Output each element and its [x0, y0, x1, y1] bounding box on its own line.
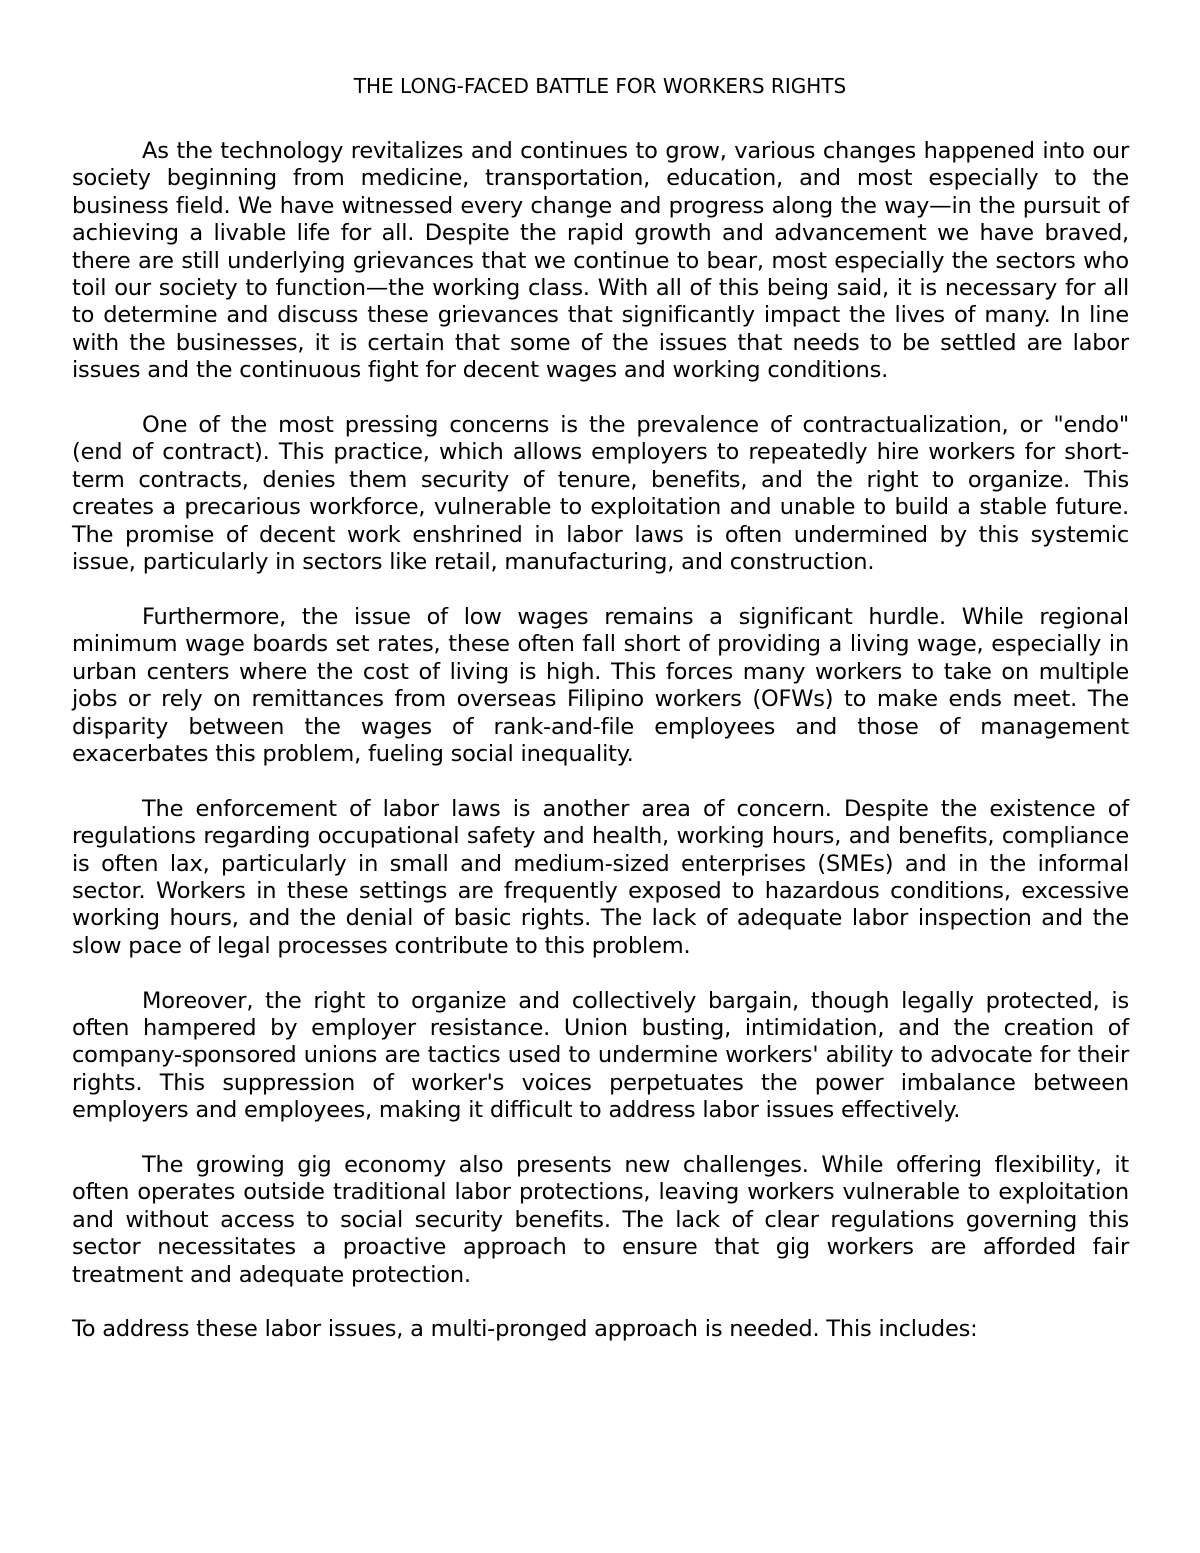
paragraph-right-to-organize: Moreover, the right to organize and collectively bargain, though legally protected, is often hampered by employer resistance. Union busting, intimidation, and the creation of company-sponsored unions are tactics used to undermine workers' ability to advocate for their rights. This suppression of worker's voices perpetuates the power imbalance between employers and employees, making it difficult to address labor issues effectively. [72, 987, 1129, 1124]
paragraph-labor-law-enforcement: The enforcement of labor laws is another area of concern. Despite the existence of regulations regarding occupational safety and health, working hours, and benefits, compliance is often lax, particularly in small and medium-sized enterprises (SMEs) and in the informal sector. Workers in these settings are frequently exposed to hazardous conditions, excessive working hours, and the denial of basic rights. The lack of adequate labor inspection and the slow pace of legal processes contribute to this problem. [72, 795, 1129, 959]
paragraph-gig-economy: The growing gig economy also presents new challenges. While offering flexibility, it often operates outside traditional labor protections, leaving workers vulnerable to exploitation and without access to social security benefits. The lack of clear regulations governing this sector necessitates a proactive approach to ensure that gig workers are afforded fair treatment and adequate protection. [72, 1151, 1129, 1288]
document-body [72, 138, 1129, 1371]
paragraph-multi-pronged-approach: To address these labor issues, a multi-pronged approach is needed. This includes: [72, 1316, 978, 1343]
paragraph-contractualization: One of the most pressing concerns is the prevalence of contractualization, or "endo" (end of contract). This practice, which allows employers to repeatedly hire workers for short-term contracts, denies them security of tenure, benefits, and the right to organize. This creates a precarious workforce, vulnerable to exploitation and unable to build a stable future. The promise of decent work enshrined in labor laws is often undermined by this systemic issue, particularly in sectors like retail, manufacturing, and construction. [72, 412, 1129, 576]
document-title: THE LONG-FACED BATTLE FOR WORKERS RIGHTS [353, 74, 847, 98]
paragraph-technology-growth: As the technology revitalizes and continues to grow, various changes happened into our society beginning from medicine, transportation, education, and most especially to the business field. We have witnessed every change and progress along the way—in the pursuit of achieving a livable life for all. Despite the rapid growth and advancement we have braved, there are still underlying grievances that we continue to bear, most especially the sectors who toil our society to function—the working class. With all of this being said, it is necessary for all to determine and discuss these grievances that significantly impact the lives of many. In line with the businesses, it is certain that some of the issues that needs to be settled are labor issues and the continuous fight for decent wages and working conditions. [72, 138, 1129, 384]
paragraph-low-wages: Furthermore, the issue of low wages remains a significant hurdle. While regional minimum wage boards set rates, these often fall short of providing a living wage, especially in urban centers where the cost of living is high. This forces many workers to take on multiple jobs or rely on remittances from overseas Filipino workers (OFWs) to make ends meet. The disparity between the wages of rank-and-file employees and those of management exacerbates this problem, fueling social inequality. [72, 603, 1129, 767]
